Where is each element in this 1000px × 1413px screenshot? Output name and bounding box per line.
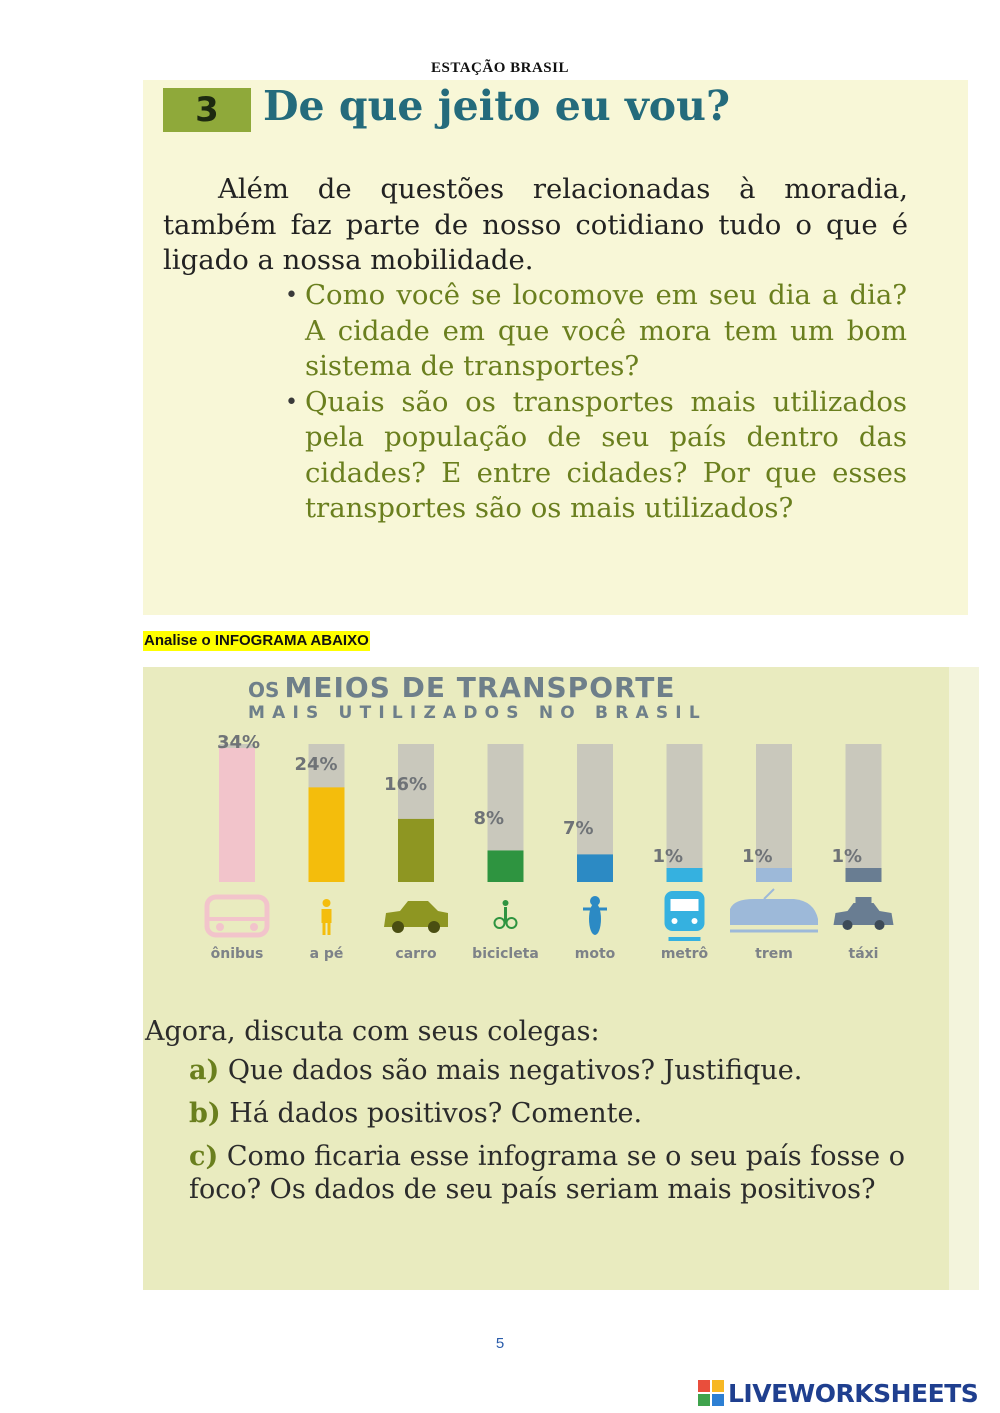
infographic-subtitle: MAIS UTILIZADOS NO BRASIL (248, 703, 707, 723)
discussion-question (189, 1054, 935, 1087)
person-leg (323, 923, 326, 935)
discussion-lead: Agora, discuta com seus colegas: (145, 1016, 600, 1047)
bar-ônibus (219, 748, 255, 882)
question-letter: c) (189, 1141, 219, 1172)
category-label: moto (574, 946, 616, 962)
motorcycle-icon (583, 896, 607, 935)
infographic-title (248, 671, 676, 704)
taxi-icon (834, 897, 894, 930)
bicycle-icon (495, 900, 517, 928)
bike-wheel (495, 918, 505, 928)
taxi-wheel (843, 920, 853, 930)
car-wheel (428, 921, 440, 933)
infographic-edge (949, 667, 979, 1290)
train-icon (730, 889, 818, 931)
train-body (730, 899, 818, 925)
document-header: ESTAÇÃO BRASIL (430, 60, 569, 76)
category-label: a pé (309, 946, 344, 962)
liveworksheets-wordmark: LIVEWORKSHEETS (728, 1378, 979, 1408)
category-label: carro (395, 946, 437, 962)
question-text: Há dados positivos? Comente. (229, 1098, 643, 1129)
value-label: 34% (217, 732, 261, 753)
question-bullet (285, 385, 907, 527)
discussion-question (189, 1097, 935, 1130)
car-wheel (392, 921, 404, 933)
value-label: 1% (831, 846, 863, 867)
section-intro-text: Além de questões relacionadas à moradia, também faz parte de nosso cotidiano tudo o que é ligado a nossa mobilidade. (163, 173, 908, 276)
bar-bicicleta (488, 850, 524, 882)
question-letter: a) (189, 1055, 220, 1086)
value-label: 16% (384, 774, 428, 795)
person-leg (328, 923, 331, 935)
car-icon (384, 901, 448, 933)
liveworksheets-brand (698, 1377, 978, 1409)
metro-window (671, 899, 699, 911)
category-label: trem (755, 946, 793, 962)
question-text: Como você se locomove em seu dia a dia? A cidade em que você mora tem um bom sistema de transportes? (305, 279, 907, 382)
value-label: 24% (294, 754, 338, 775)
question-text: Como ficaria esse infograma se o seu país fosse o foco? Os dados de seu país seriam mais positivos? (189, 1141, 906, 1205)
question-text: Quais são os transportes mais utilizados pela população de seu país dentro das cidades? E entre cidades? Por que esses transportes são os mais utilizados? (305, 385, 907, 524)
value-label: 8% (473, 808, 505, 829)
question-text: Que dados são mais negativos? Justifique. (227, 1055, 803, 1086)
bus-body (207, 897, 267, 935)
section-number-badge: 3 (163, 88, 251, 132)
category-label: metrô (660, 946, 709, 962)
bullet-dot-icon: • (285, 283, 298, 308)
bar-táxi (846, 868, 882, 882)
section-card (143, 80, 968, 615)
taxi-wheel (875, 920, 885, 930)
discussion-block (145, 1015, 935, 1216)
moto-helmet (590, 896, 600, 906)
discussion-question (189, 1140, 935, 1206)
metro-light (672, 918, 678, 924)
category-label: bicicleta (472, 946, 539, 962)
person-body (322, 909, 332, 923)
value-label: 1% (742, 846, 773, 867)
bus-wheel (250, 923, 258, 931)
person-head (323, 899, 331, 907)
metro-icon (665, 891, 705, 939)
train-pantograph (764, 889, 774, 899)
bike-wheel (507, 918, 517, 928)
question-bullet (285, 278, 907, 385)
section-question-list (285, 278, 907, 527)
page-number: 5 (495, 1335, 505, 1352)
value-label: 7% (563, 818, 594, 839)
bullet-dot-icon: • (285, 389, 298, 415)
bus-wheel (216, 923, 224, 931)
infographic-title-prefix: OS (248, 678, 280, 702)
liveworksheets-logo-icon (698, 1380, 724, 1406)
value-label: 1% (652, 846, 684, 867)
bike-rider-head (503, 900, 509, 906)
pedestrian-icon (322, 899, 332, 935)
taxi-body (834, 903, 894, 925)
bar-a pé (309, 787, 345, 882)
section-title: De que jeito eu vou? (263, 82, 730, 130)
infographic-title-main: MEIOS DE TRANSPORTE (284, 671, 676, 704)
metro-light (692, 918, 698, 924)
bar-metrô (667, 868, 703, 882)
infographic-card (143, 667, 949, 1290)
bar-carro (398, 819, 434, 882)
instruction-highlight: Analise o INFOGRAMA ABAIXO (144, 632, 369, 649)
bar-trem (756, 868, 792, 882)
bar-moto (577, 854, 613, 882)
category-label: ônibus (210, 946, 264, 962)
taxi-sign (856, 897, 872, 903)
category-label: táxi (848, 946, 879, 962)
question-letter: b) (189, 1098, 221, 1129)
bus-icon (207, 897, 267, 935)
